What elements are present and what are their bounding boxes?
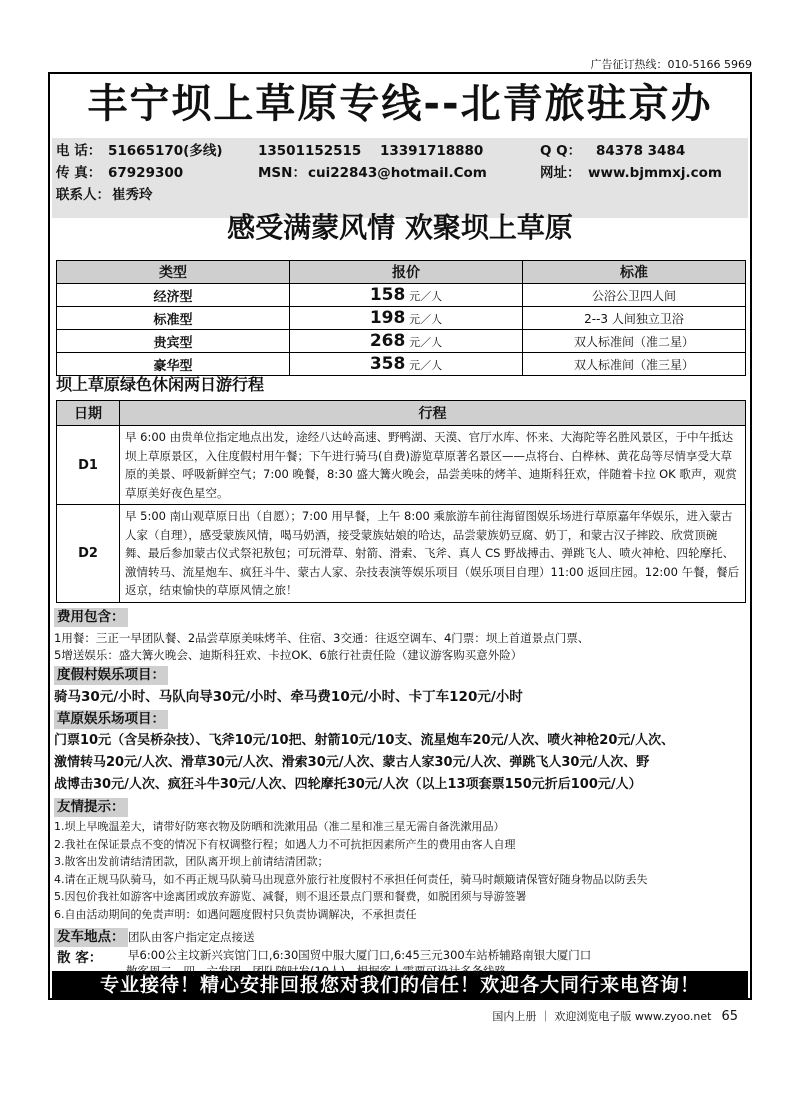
guest-heading: 散 客： [57, 950, 103, 966]
tip-item: 1.坝上早晚温差大，请带好防寒衣物及防晒和洗漱用品（准二星和准三星无需自备洗漱用品） [54, 820, 505, 833]
price-value: 198 [369, 308, 406, 328]
price-unit: 元／人 [409, 359, 443, 372]
fax-label: 传 真： [56, 165, 102, 181]
tip-item: 2.我社在保证景点不变的情况下有权调整行程；如遇人力不可抗拒因素所产生的费用由客人自理 [54, 837, 516, 851]
price-cell [290, 284, 523, 307]
qq-label: Q Q： [540, 143, 582, 159]
ad-hotline: 广告征订热线：010-5166 5969 [590, 58, 752, 71]
contact-person: 崔秀玲 [112, 187, 153, 203]
fees-line-1: 1用餐：三正一早团队餐、2品尝草原美味烤羊、住宿、3交通：往返空调车、4门票：坝上首道景点门票、 [54, 631, 590, 645]
guest-line-2: 散客周二、四、六发团、团队随时发(10人)、根据客人需要可设计多条线路 [126, 964, 507, 978]
itinerary-title: 坝上草原绿色休闲两日游行程 [56, 375, 265, 394]
price-cell [290, 330, 523, 353]
resort-heading: 度假村娱乐项目： [54, 666, 168, 685]
tip-item: 4.请在正规马队骑马，如不再正规马队骑马出现意外旅行社度假村不承担任何责任，骑马时颠簸请保管好随身物品以防丢失 [54, 872, 648, 886]
price-table [56, 260, 746, 376]
qq-number[interactable]: 84378 3484 [596, 143, 686, 159]
contact-row-2 [56, 162, 744, 184]
price-header-type: 类型 [57, 261, 290, 284]
phone-number[interactable]: 51665170(多线) [108, 143, 223, 159]
contact-person-label: 联系人： [56, 187, 110, 203]
price-value: 268 [369, 331, 406, 351]
itinerary-text: 早 6:00 由贵单位指定地点出发，途经八达岭高速、野鸭湖、天漠、官厅水库、怀来、大海陀等名胜风景区，于中午抵达坝上草原景区，入住度假村用午餐；下午进行骑马(自费)游览草原著名景区——点将台、白桦林、黄花岛等尽情享受大草原的美景、呼吸新鲜空气；7:00 晚餐，8:30 盛大篝火晚会，品尝美味的烤羊、迪斯科狂欢，伴随着卡拉 OK 歌声，观赏草原美好夜色星空。 [120, 426, 746, 505]
mobile-number-1[interactable]: 13501152515 [258, 143, 362, 159]
departure-text: 团队由客户指定定点接送 [128, 930, 255, 944]
price-header-standard: 标准 [523, 261, 746, 284]
price-unit: 元／人 [409, 313, 443, 326]
fax-number[interactable]: 67929300 [108, 165, 184, 181]
phone-label: 电 话： [56, 143, 102, 159]
price-type: 贵宾型 [57, 330, 290, 353]
grassland-prices-1: 门票10元（含吴桥杂技）、飞斧10元/10把、射箭10元/10支、流星炮车20元/人次、喷火神枪20元/人次、 [54, 733, 675, 748]
page-number: 65 [721, 1009, 738, 1024]
price-row [57, 307, 746, 330]
itinerary-day: D2 [57, 505, 120, 603]
bottom-banner: 专业接待！精心安排回报您对我们的信任！欢迎各大同行来电咨询！ [52, 971, 748, 999]
tip-item: 5.因包价我社如游客中途离团或放弃游览、减餐，则不退还景点门票和餐费，如脱团须与导游签署 [54, 890, 527, 903]
grassland-prices-2: 激情转马20元/人次、滑草30元/人次、滑索30元/人次、蒙古人家30元/人次、弹跳飞人30元/人次、野 [54, 755, 650, 770]
price-row [57, 284, 746, 307]
web-label: 网址： [540, 165, 581, 181]
price-value: 358 [369, 354, 406, 374]
msn-address[interactable]: cui22843@hotmail.Com [308, 165, 487, 181]
price-unit: 元／人 [409, 336, 443, 349]
fees-line-2: 5增送娱乐：盛大篝火晚会、迪斯科狂欢、卡拉OK、6旅行社责任险（建议游客购买意外险） [54, 648, 523, 662]
contact-row-1 [56, 140, 744, 162]
price-standard: 2--3 人间独立卫浴 [523, 307, 746, 330]
price-cell [290, 353, 523, 376]
ad-frame [48, 72, 752, 1000]
itinerary-row [57, 505, 746, 603]
subtitle-slogan: 感受满蒙风情 欢聚坝上草原 [227, 211, 573, 244]
itinerary-header-route: 行程 [120, 401, 746, 426]
page-footer [492, 1008, 738, 1024]
guest-line-1: 早6:00公主坟新兴宾馆门口,6:30国贸中服大厦门口,6:45三元300车站桥辅路南银大厦门口 [128, 948, 592, 962]
mobile-number-2[interactable]: 13391718880 [380, 143, 484, 159]
web-link[interactable]: www.bjmmxj.com [588, 165, 722, 181]
price-header-price: 报价 [290, 261, 523, 284]
tips-heading: 友情提示： [54, 798, 128, 817]
itinerary-header-date: 日期 [57, 401, 120, 426]
price-type: 豪华型 [57, 353, 290, 376]
price-standard: 公浴公卫四人间 [523, 284, 746, 307]
itinerary-day: D1 [57, 426, 120, 505]
contact-block [52, 138, 748, 218]
price-value: 158 [369, 285, 406, 305]
tip-item: 6.自由活动期间的免责声明：如遇问题度假村只负责协调解决，不承担责任 [54, 907, 417, 921]
price-standard: 双人标准间（准三星） [523, 353, 746, 376]
itinerary-row [57, 426, 746, 505]
price-type: 标准型 [57, 307, 290, 330]
footer-text[interactable]: 国内上册 ｜ 欢迎浏览电子版 www.zyoo.net [492, 1010, 712, 1023]
grassland-prices-3: 战博击30元/人次、疯狂斗牛30元/人次、四轮摩托30元/人次（以上13项套票150元折后100元/人） [54, 777, 642, 792]
price-type: 经济型 [57, 284, 290, 307]
resort-prices: 骑马30元/小时、马队向导30元/小时、牵马费10元/小时、卡丁车120元/小时 [54, 689, 523, 705]
page-title: 丰宁坝上草原专线--北青旅驻京办 [87, 81, 713, 127]
msn-label: MSN： [258, 165, 306, 181]
itinerary-table [56, 400, 746, 603]
itinerary-text: 早 5:00 南山观草原日出（自愿）；7:00 用早餐，上午 8:00 乘旅游车前往海留图娱乐场进行草原嘉年华娱乐，进入蒙古人家（自理），感受蒙族风情，喝马奶酒，接受蒙族姑娘的哈达，品尝蒙族奶豆腐、奶丁，和蒙古汉子摔跤、欣赏顶碗舞、最后参加蒙古仪式祭祀敖包；可玩滑草、射箭、滑索、飞斧、真人 CS 野战搏击、弹跳飞人、喷火神枪、四轮摩托、激情转马、流星炮车、疯狂斗牛、蒙古人家、杂技表演等娱乐项目（娱乐项目自理）11:00 返回庄园。12:00 午餐，餐后返京，结束愉快的草原风情之旅！ [120, 505, 746, 603]
price-row [57, 330, 746, 353]
contact-row-3 [56, 184, 744, 206]
fees-heading: 费用包含： [54, 608, 128, 627]
tips-list [54, 818, 746, 923]
price-cell [290, 307, 523, 330]
grassland-heading: 草原娱乐场项目： [54, 710, 168, 729]
price-unit: 元／人 [409, 290, 443, 303]
tip-item: 3.散客出发前请结清团款，团队离开坝上前请结清团款； [54, 855, 329, 868]
departure-heading: 发车地点： [54, 928, 128, 947]
price-standard: 双人标准间（准二星） [523, 330, 746, 353]
